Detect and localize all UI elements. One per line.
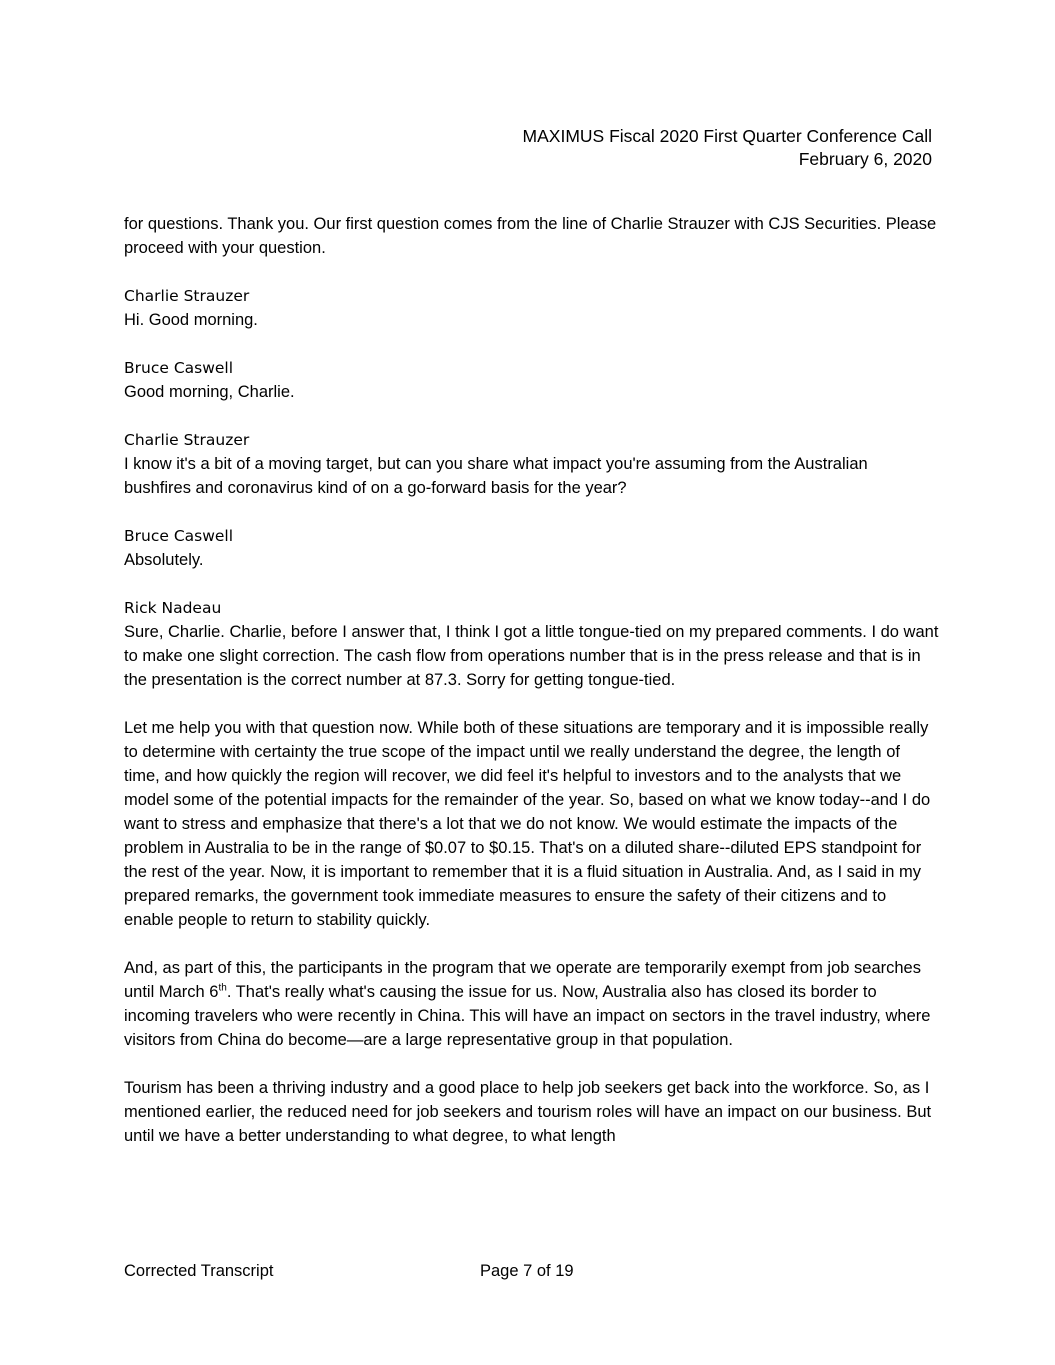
speaker-text: Hi. Good morning. (124, 311, 258, 329)
page-header (523, 125, 932, 171)
speaker-text: Sure, Charlie. Charlie, before I answer that, I think I got a little tongue-tied on my prepared comments. I do want to make one slight correction. The cash flow from operations number that is in the press release and that is in the presentation is the correct number at 87.3. Sorry for getting tongue-tied. (124, 623, 939, 689)
speaker-name: Charlie Strauzer (124, 287, 250, 305)
transcript-body (124, 212, 939, 1172)
speaker-name: Charlie Strauzer (124, 431, 250, 449)
speaker-text: Absolutely. (124, 551, 204, 569)
speaker-turn (124, 596, 939, 692)
page-number: Page 7 of 19 (480, 1262, 574, 1280)
header-date: February 6, 2020 (798, 149, 932, 169)
footer-label: Corrected Transcript (124, 1262, 274, 1280)
speaker-text: I know it's a bit of a moving target, but can you share what impact you're assuming from the Australian bushfires and coronavirus kind of on a go-forward basis for the year? (124, 455, 868, 497)
speaker-name: Rick Nadeau (124, 599, 222, 617)
speaker-name: Bruce Caswell (124, 527, 234, 545)
ordinal-suffix: th (218, 982, 227, 994)
body-paragraph: Tourism has been a thriving industry and a good place to help job seekers get back into the workforce. So, as I mentioned earlier, the reduced need for job seekers and tourism roles will have an impact on our business. But until we have a better understanding to what degree, to what length (124, 1079, 932, 1145)
speaker-turn (124, 284, 939, 332)
intro-paragraph: for questions. Thank you. Our first question comes from the line of Charlie Strauzer with CJS Securities. Please proceed with your question. (124, 215, 937, 257)
body-paragraph: Let me help you with that question now. While both of these situations are temporary and it is impossible really to determine with certainty the true scope of the impact until we really understand the degree, the length of time, and how quickly the region will recover, we did feel it's helpful to investors and to the analysts that we model some of the potential impacts for the remainder of the year. So, based on what we know today--and I do want to stress and emphasize that there's a lot that we do not know. We would estimate the impacts of the problem in Australia to be in the range of $0.07 to $0.15. That's on a diluted share--diluted EPS standpoint for the rest of the year. Now, it is important to remember that it is a fluid situation in Australia. And, as I said in my prepared remarks, the government took immediate measures to ensure the safety of their citizens and to enable people to return to stability quickly. (124, 719, 931, 929)
paragraph-text: And, as part of this, the participants in the program that we operate are temporarily exempt from job searches until March 6 (124, 959, 921, 1001)
paragraph-text: . That's really what's causing the issue for us. Now, Australia also has closed its border to incoming travelers who were recently in China. This will have an impact on sectors in the travel industry, where visitors from China do become—are a large representative group in that population. (124, 983, 931, 1049)
speaker-text: Good morning, Charlie. (124, 383, 295, 401)
speaker-turn (124, 428, 939, 500)
body-paragraph (124, 956, 939, 1052)
speaker-turn (124, 356, 939, 404)
speaker-turn (124, 524, 939, 572)
speaker-name: Bruce Caswell (124, 359, 234, 377)
header-title: MAXIMUS Fiscal 2020 First Quarter Conference Call (522, 126, 932, 146)
